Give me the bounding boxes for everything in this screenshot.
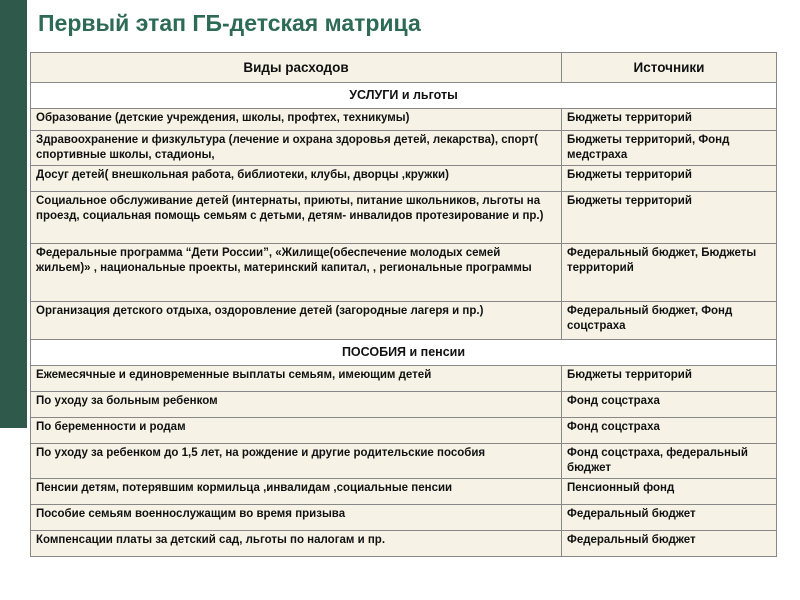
table-row bbox=[31, 505, 777, 531]
section-row bbox=[31, 340, 777, 366]
table-row bbox=[31, 444, 777, 479]
header-types: Виды расходов bbox=[31, 53, 562, 83]
table-row bbox=[31, 531, 777, 557]
source-cell: Федеральный бюджет, Бюджеты территорий bbox=[562, 244, 777, 302]
expense-type-cell: Федеральные программа “Дети России”, «Жилище(обеспечение молодых семей жильем)» , национальные проекты, материнский капитал, , региональные программы bbox=[31, 244, 562, 302]
source-cell: Бюджеты территорий bbox=[562, 192, 777, 244]
expense-type-cell: Компенсации платы за детский сад, льготы по налогам и пр. bbox=[31, 531, 562, 557]
expense-type-cell: Ежемесячные и единовременные выплаты семьям, имеющим детей bbox=[31, 366, 562, 392]
header-sources: Источники bbox=[562, 53, 777, 83]
section-row bbox=[31, 83, 777, 109]
table-row bbox=[31, 479, 777, 505]
table-row bbox=[31, 109, 777, 131]
expense-type-cell: Образование (детские учреждения, школы, профтех, техникумы) bbox=[31, 109, 562, 131]
table-row bbox=[31, 244, 777, 302]
expense-type-cell: Организация детского отдыха, оздоровление детей (загородные лагеря и пр.) bbox=[31, 302, 562, 340]
source-cell: Федеральный бюджет bbox=[562, 505, 777, 531]
section-label: ПОСОБИЯ и пенсии bbox=[31, 340, 777, 366]
source-cell: Фонд соцстраха bbox=[562, 392, 777, 418]
table-row bbox=[31, 392, 777, 418]
source-cell: Бюджеты территорий bbox=[562, 166, 777, 192]
expense-type-cell: Здравоохранение и физкультура (лечение и охрана здоровья детей, лекарства), спорт( спортивные школы, стадионы, bbox=[31, 131, 562, 166]
source-cell: Фонд соцстраха, федеральный бюджет bbox=[562, 444, 777, 479]
source-cell: Бюджеты территорий, Фонд медстраха bbox=[562, 131, 777, 166]
expense-type-cell: Пенсии детям, потерявшим кормильца ,инвалидам ,социальные пенсии bbox=[31, 479, 562, 505]
table-header-row bbox=[31, 53, 777, 83]
expense-type-cell: По уходу за больным ребенком bbox=[31, 392, 562, 418]
expense-type-cell: По беременности и родам bbox=[31, 418, 562, 444]
table-row bbox=[31, 166, 777, 192]
table-row bbox=[31, 192, 777, 244]
source-cell: Пенсионный фонд bbox=[562, 479, 777, 505]
expense-type-cell: Социальное обслуживание детей (интернаты, приюты, питание школьников, льготы на проезд, социальная помощь семьям с детьми, детям- инвалидов протезирование и пр.) bbox=[31, 192, 562, 244]
expense-type-cell: Досуг детей( внешкольная работа, библиотеки, клубы, дворцы ,кружки) bbox=[31, 166, 562, 192]
source-cell: Федеральный бюджет bbox=[562, 531, 777, 557]
page-title: Первый этап ГБ-детская матрица bbox=[38, 10, 421, 36]
expense-type-cell: По уходу за ребенком до 1,5 лет, на рождение и другие родительские пособия bbox=[31, 444, 562, 479]
expense-matrix-table bbox=[30, 52, 777, 557]
table-row bbox=[31, 366, 777, 392]
source-cell: Фонд соцстраха bbox=[562, 418, 777, 444]
section-label: УСЛУГИ и льготы bbox=[31, 83, 777, 109]
source-cell: Бюджеты территорий bbox=[562, 366, 777, 392]
source-cell: Федеральный бюджет, Фонд соцстраха bbox=[562, 302, 777, 340]
table-row bbox=[31, 418, 777, 444]
table-row bbox=[31, 302, 777, 340]
source-cell: Бюджеты территорий bbox=[562, 109, 777, 131]
expense-type-cell: Пособие семьям военнослужащим во время призыва bbox=[31, 505, 562, 531]
table-row bbox=[31, 131, 777, 166]
side-accent-bar bbox=[0, 0, 27, 428]
